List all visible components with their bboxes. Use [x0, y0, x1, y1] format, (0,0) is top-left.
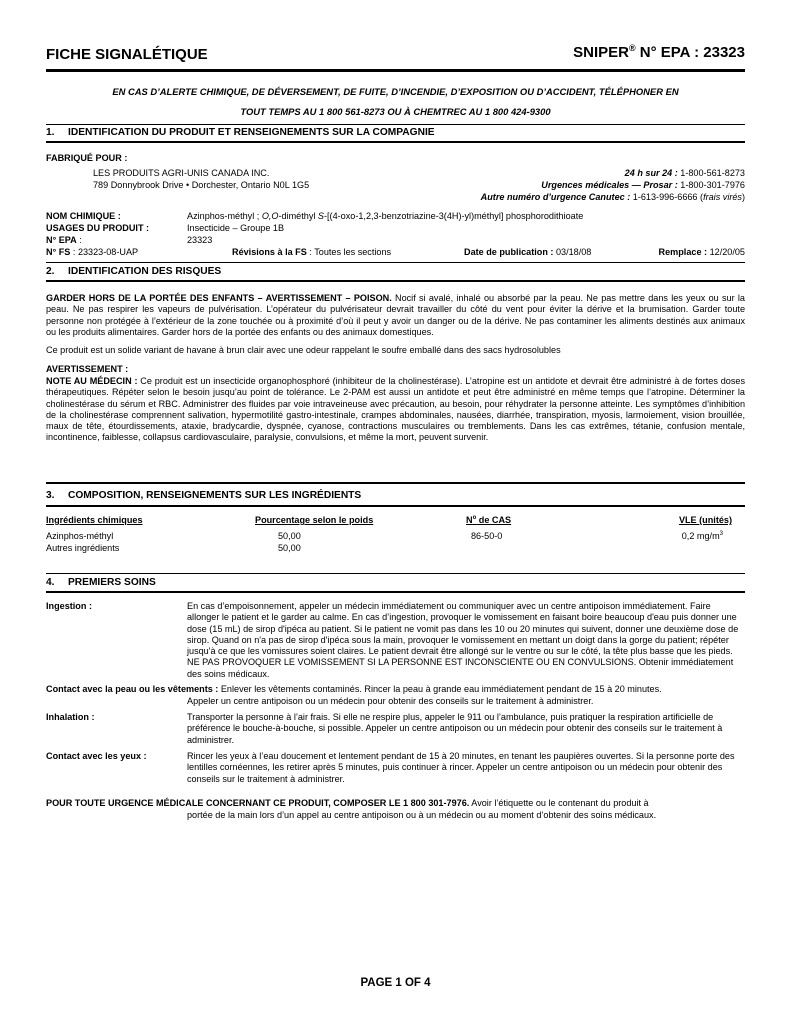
replaces-value: 12/20/05	[709, 247, 745, 257]
publication-date-label: Date de publication :	[464, 247, 554, 257]
revisions-label: Révisions à la FS	[232, 247, 307, 257]
poison-warning	[46, 293, 745, 338]
ingredient-name: Azinphos-méthyl	[46, 531, 114, 541]
urgent-call-text-1: Avoir l’étiquette ou le contenant du produit à	[469, 798, 649, 808]
skin-contact-line-1: Enlever les vêtements contaminés. Rincer la peau à grande eau immédiatement pendant de 15 à 20 minutes.	[218, 684, 662, 694]
ingredient-vle	[682, 531, 723, 542]
phone-24h	[625, 168, 745, 179]
eye-contact-text: Rincer les yeux à l’eau doucement et lentement pendant de 15 à 20 minutes, en tenant les paupières ouvertes. Si la personne porte des lentilles cornéennes, les retirer après 5 minutes, puis continuer à rincer. Appeler un centre antipoison ou un médecin pour obtenir des conseils sur le traitement à administrer.	[187, 751, 735, 784]
company-name: LES PRODUITS AGRI-UNIS CANADA INC.	[93, 168, 270, 178]
epa-value: 23323	[187, 235, 213, 245]
skin-contact	[46, 684, 662, 695]
section-2-top-rule	[46, 262, 745, 263]
section-4-title: PREMIERS SOINS	[68, 577, 156, 588]
doctor-note-text: Ce produit est un insecticide organophosphoré (inhibiteur de la cholinestérase). L’atropine est un antidote et devrait être administré à de fortes doses thérapeutiques. Répéter selon le besoin jusqu’au point de tolérance. Le 2-PAM est aussi un antidote et peut être administré en même temps que l’atropine. Déterminer la cholinestérase du sérum et RBC. Administrer des fluides par voie intraveineuse avec précaution, au besoin, pour réhydrater la personne atteinte. Les symptômes d’inhibition de la cholinestérase comprennent salivation, hypermotilité gastro-intestinale, crampes abdominales, nausées, diarrhée, transpiration, myosis, larmoiement, vision brouillée, maux de tête, étourdissements, ataxie, bradycardie, dyspnée, cyanose, contractions musculaires ou tremblements. Dans les cas extrêmes, tétanie, confusion mentale, incontinence, faiblesse, collapsus cardiovasculaire, paralysie, convulsions, et même la mort, peuvent survenir.	[46, 376, 745, 443]
publication-date-value: 03/18/08	[555, 247, 592, 257]
phone-canutec-number: 1-613-996-6666 (	[630, 192, 704, 202]
section-2-rule	[46, 280, 745, 282]
section-3-number: 3.	[46, 490, 55, 501]
section-3-top-rule	[46, 482, 745, 484]
fs-value: : 23323-08-UAP	[70, 247, 139, 257]
appearance-text: Ce produit est un solide variant de havane à brun clair avec une odeur rappelant le soufre emballé dans des sacs hydrosolubles	[46, 345, 561, 355]
eye-contact-label: Contact avec les yeux :	[46, 751, 147, 761]
doctor-note-label: NOTE AU MÉDECIN :	[46, 376, 138, 386]
ingredient-vle-sup: 3	[719, 530, 723, 537]
page-number: PAGE 1 OF 4	[360, 977, 431, 989]
poison-warning-text: Nocif si avalé, inhalé ou absorbé par la peau. Ne pas mettre dans les yeux ou sur la peau. Ne pas respirer les vapeurs de pulvérisation. L’opérateur du pulvérisateur devrait travailler du côté du vent pour éviter la dérive et la brumisation. Garder toute personne non protégée à l’extérieur de la zone touchée ou à proximité d’où il peut y avoir un danger ou de la dérive. Ne pas contaminer les aliments destinés aux animaux ou les produits alimentaires. Garder hors de la portée des enfants ou des animaux domestiques.	[46, 293, 745, 337]
chemical-name-b: O,O	[261, 211, 279, 221]
epa-label-text: N° EPA	[46, 235, 77, 245]
ingredient-vle-value: 0,2 mg/m	[681, 531, 720, 541]
warning-label: AVERTISSEMENT :	[46, 364, 129, 374]
chemical-name-c: -diméthyl	[278, 211, 318, 221]
ingestion-label: Ingestion :	[46, 601, 92, 611]
section-2-title: IDENTIFICATION DES RISQUES	[68, 266, 222, 277]
fs-number	[46, 247, 138, 258]
section-2-heading	[46, 266, 221, 277]
section-1-number: 1.	[46, 127, 55, 138]
doc-title: FICHE SIGNALÉTIQUE	[46, 46, 208, 63]
chemical-name-e: -[(4-oxo-1,2,3-benzotriazine-3(4H)-yl)méthyl] phosphorodithioate	[324, 211, 584, 221]
section-1-title: IDENTIFICATION DU PRODUIT ET RENSEIGNEMENTS SUR LA COMPAGNIE	[68, 127, 435, 138]
header-rule	[46, 69, 745, 72]
emergency-line-1: EN CAS D’ALERTE CHIMIQUE, DE DÉVERSEMENT, DE FUITE, D’INCENDIE, D’EXPOSITION OU D’ACCIDENT, TÉLÉPHONER EN	[112, 86, 679, 97]
skin-contact-line-2: Appeler un centre antipoison ou un médecin pour obtenir des conseils sur le traitement à administrer.	[187, 696, 594, 706]
phone-canutec-label: Autre numéro d’urgence Canutec :	[480, 192, 631, 202]
section-4-rule	[46, 591, 745, 593]
ingredient-percentage: 50,00	[278, 543, 301, 553]
replaces-label: Remplace :	[658, 247, 708, 257]
section-2-number: 2.	[46, 266, 55, 277]
epa-number: N° EPA : 23323	[635, 44, 745, 61]
inhalation-text: Transporter la personne à l’air frais. Si elle ne respire plus, appeler le 911 ou l’ambulance, puis pratiquer la respiration artificielle de préférence le bouche-à-bouche, si possible. Appeler un centre antipoison ou un médecin pour obtenir des conseils sur le traitement à administrer.	[187, 712, 723, 745]
col-cas-o: o	[472, 514, 477, 521]
section-4-number: 4.	[46, 577, 55, 588]
emergency-line-2: TOUT TEMPS AU 1 800 561-8273 OU À CHEMTREC AU 1 800 424-9300	[240, 106, 551, 117]
col-percentage: Pourcentage selon le poids	[255, 515, 374, 525]
col-vle: VLE (unités)	[678, 515, 732, 525]
inhalation-label: Inhalation :	[46, 712, 95, 722]
publication-date	[464, 247, 591, 258]
chemical-name	[187, 211, 583, 222]
urgent-call-bold: POUR TOUTE URGENCE MÉDICALE CONCERNANT CE PRODUIT, COMPOSER LE 1 800 301-7976.	[46, 798, 470, 808]
poison-warning-bold: GARDER HORS DE LA PORTÉE DES ENFANTS – AVERTISSEMENT – POISON.	[46, 293, 392, 303]
doctor-note	[46, 376, 745, 444]
phone-24h-label: 24 h sur 24 :	[624, 168, 678, 178]
phone-canutec	[481, 192, 745, 203]
phone-24h-number: 1-800-561-8273	[677, 168, 745, 178]
skin-contact-label: Contact avec la peau ou les vêtements :	[46, 684, 219, 694]
urgent-call-text-2: portée de la main lors d’un appel au centre antipoison ou à un médecin ou au moment d’obtenir des soins médicaux.	[187, 810, 657, 820]
section-1-rule	[46, 141, 745, 143]
section-1-top-rule	[46, 124, 745, 125]
made-for-label: FABRIQUÉ POUR :	[46, 153, 128, 163]
phone-canutec-end: )	[741, 192, 745, 202]
registered-mark: ®	[628, 43, 636, 53]
ingredient-name: Autres ingrédients	[46, 543, 120, 553]
ingredient-cas: 86-50-0	[471, 531, 503, 541]
ingestion-text: En cas d’empoisonnement, appeler un médecin immédiatement ou communiquer avec un centre antipoison immédiatement. Faire allonger le patient et le garder au calme. En cas d’ingestion, provoquer le vomissement en faisant boire beaucoup d'eau puis donner une dose (15 mL) de sirop d'ipéca au patient. Si le patient ne vomit pas dans les 10 ou 20 minutes qui suivent, donner une deuxième dose de sirop. Quand on n'a pas de sirop d'ipéca sous la main, provoquer le vomissement en mettant un doigt dans la gorge du patient; répéter jusqu'à ce que les vomissures soient claires. Le patient devrait être allongé sur le ventre ou sur le côté, la tête plus basse que les pieds. NE PAS PROVOQUER LE VOMISSEMENT SI LA PERSONNE EST INCONSCIENTE OU EN CONVULSIONS. Obtenir immédiatement des soins médicaux.	[187, 601, 739, 679]
chemical-name-a: Azinphos-méthyl ;	[187, 211, 262, 221]
revisions-value: : Toutes les sections	[306, 247, 392, 257]
epa-label	[46, 235, 82, 246]
col-cas-rest: de CAS	[476, 515, 512, 525]
chemical-name-d: S	[317, 211, 324, 221]
col-ingredients: Ingrédients chimiques	[46, 515, 143, 525]
phone-prosar	[541, 180, 745, 191]
section-3-heading	[46, 490, 361, 501]
col-cas	[466, 515, 511, 526]
usage-value: Insecticide – Groupe 1B	[187, 223, 285, 233]
phone-canutec-note: frais virés	[703, 192, 742, 202]
usage-label: USAGES DU PRODUIT :	[46, 223, 150, 233]
phone-prosar-number: 1-800-301-7976	[677, 180, 745, 190]
section-1-heading	[46, 127, 435, 138]
section-3-rule	[46, 505, 745, 507]
product-name: SNIPER	[573, 44, 629, 61]
fs-label: N° FS	[46, 247, 71, 257]
ingredient-percentage: 50,00	[278, 531, 301, 541]
replaces	[659, 247, 745, 258]
chemical-name-label: NOM CHIMIQUE :	[46, 211, 121, 221]
company-address: 789 Donnybrook Drive • Dorchester, Ontario N0L 1G5	[93, 180, 310, 190]
revisions	[232, 247, 391, 258]
col-cas-n: N	[466, 515, 473, 525]
section-3-title: COMPOSITION, RENSEIGNEMENTS SUR LES INGRÉDIENTS	[68, 490, 362, 501]
phone-prosar-label: Urgences médicales — Prosar :	[541, 180, 678, 190]
product-epa-title	[573, 44, 745, 62]
urgent-call	[46, 798, 649, 809]
section-4-top-rule	[46, 573, 745, 574]
epa-label-colon: :	[76, 235, 82, 245]
section-4-heading	[46, 577, 156, 588]
